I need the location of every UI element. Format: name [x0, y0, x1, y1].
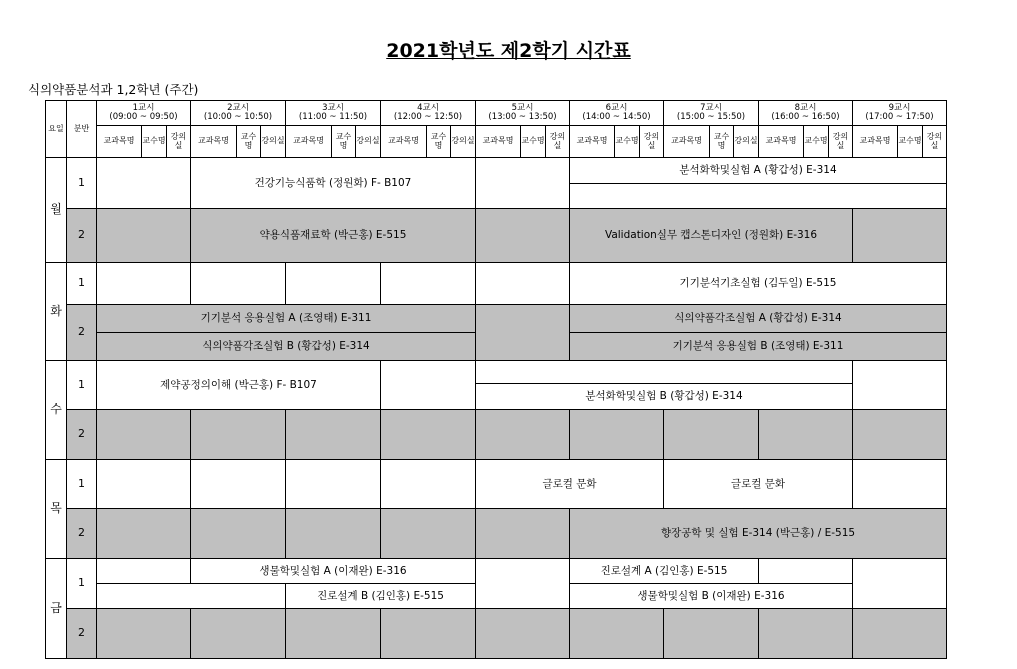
day-label: 화 — [45, 262, 67, 361]
empty-cell — [663, 409, 759, 460]
header-sub-professor: 교수명 — [897, 125, 923, 158]
period-time: (12:00 ~ 12:50) — [393, 112, 463, 122]
period-name: 8교시 — [794, 102, 817, 113]
course-block: 기기분석 응용실험 A (조영태) E-311 — [96, 304, 476, 333]
header-period — [569, 100, 664, 126]
empty-cell — [380, 459, 476, 509]
header-sub-professor: 교수명 — [331, 125, 356, 158]
class-number: 1 — [66, 157, 97, 209]
header-sub-course: 교과목명 — [96, 125, 142, 158]
header-sub-room: 강의실 — [545, 125, 570, 158]
empty-cell — [663, 608, 759, 659]
empty-cell — [475, 508, 570, 559]
class-number: 2 — [66, 304, 97, 361]
header-sub-course: 교과목명 — [475, 125, 521, 158]
header-sub-room: 강의실 — [828, 125, 853, 158]
course-block: 생물학및실험 B (이재완) E-316 — [569, 583, 853, 609]
header-sub-professor: 교수명 — [803, 125, 829, 158]
day-label: 월 — [45, 157, 67, 263]
period-time: (16:00 ~ 16:50) — [771, 112, 840, 122]
header-sub-course: 교과목명 — [758, 125, 804, 158]
header-class: 분반 — [66, 100, 97, 158]
course-block: 제약공정의이해 (박근홍) F- B107 — [96, 360, 381, 410]
header-period — [285, 100, 381, 126]
empty-cell — [190, 262, 286, 305]
empty-cell — [285, 608, 381, 659]
class-number: 1 — [66, 360, 97, 410]
empty-cell — [758, 558, 853, 584]
header-period — [663, 100, 759, 126]
period-time: (14:00 ~ 14:50) — [582, 112, 651, 122]
header-sub-professor: 교수명 — [614, 125, 640, 158]
empty-cell — [475, 262, 570, 305]
empty-cell — [569, 409, 664, 460]
department-subtitle: 식의약품분석과 1,2학년 (주간) — [28, 82, 199, 97]
empty-cell — [96, 583, 286, 609]
empty-cell — [475, 608, 570, 659]
course-block: 기기분석 응용실험 B (조영태) E-311 — [569, 332, 947, 361]
header-sub-room: 강의실 — [922, 125, 947, 158]
empty-cell — [852, 208, 947, 263]
course-block: Validation실무 캡스톤디자인 (정원화) E-316 — [569, 208, 853, 263]
page-title: 2021학년도 제2학기 시간표 — [386, 40, 631, 62]
course-block: 분석화학및실험 A (황갑성) E-314 — [569, 157, 947, 184]
course-block: 건강기능식품학 (정원화) F- B107 — [190, 157, 476, 209]
empty-cell — [96, 157, 191, 209]
day-label: 금 — [45, 558, 67, 659]
header-period — [852, 100, 947, 126]
header-sub-room: 강의실 — [355, 125, 381, 158]
header-period — [758, 100, 853, 126]
period-name: 3교시 — [322, 102, 344, 113]
period-name: 4교시 — [417, 102, 439, 113]
empty-cell — [475, 409, 570, 460]
class-number: 1 — [66, 262, 97, 305]
empty-cell — [852, 409, 947, 460]
header-period — [475, 100, 570, 126]
period-time: (17:00 ~ 17:50) — [865, 112, 934, 122]
period-name: 5교시 — [511, 102, 534, 113]
course-block: 향장공학 및 실험 E-314 (박근홍) / E-515 — [569, 508, 947, 559]
empty-cell — [96, 608, 191, 659]
course-block: 글로컬 문화 — [663, 459, 853, 509]
period-name: 2교시 — [227, 102, 249, 113]
course-block: 분석화학및실험 B (황갑성) E-314 — [475, 383, 853, 410]
period-name: 7교시 — [700, 102, 722, 113]
empty-cell — [380, 608, 476, 659]
empty-cell — [96, 409, 191, 460]
empty-cell — [852, 558, 947, 609]
empty-cell — [569, 608, 664, 659]
header-sub-professor: 교수명 — [709, 125, 734, 158]
header-sub-course: 교과목명 — [569, 125, 615, 158]
class-number: 2 — [66, 608, 97, 659]
class-number: 2 — [66, 508, 97, 559]
empty-cell — [569, 183, 947, 209]
header-period — [96, 100, 191, 126]
empty-cell — [380, 360, 476, 410]
empty-cell — [475, 157, 570, 209]
empty-cell — [190, 608, 286, 659]
header-sub-professor: 교수명 — [236, 125, 261, 158]
period-name: 9교시 — [888, 102, 911, 113]
empty-cell — [190, 459, 286, 509]
period-time: (15:00 ~ 15:50) — [676, 112, 746, 122]
empty-cell — [285, 262, 381, 305]
class-number: 1 — [66, 459, 97, 509]
course-block: 진로설계 A (김인홍) E-515 — [569, 558, 759, 584]
course-block: 기기분석기초실험 (김두일) E-515 — [569, 262, 947, 305]
empty-cell — [758, 409, 853, 460]
period-name: 6교시 — [605, 102, 628, 113]
empty-cell — [852, 360, 947, 410]
header-sub-course: 교과목명 — [190, 125, 237, 158]
header-sub-professor: 교수명 — [520, 125, 546, 158]
class-number: 1 — [66, 558, 97, 609]
day-label: 목 — [45, 459, 67, 559]
header-sub-room: 강의실 — [639, 125, 664, 158]
empty-cell — [96, 508, 191, 559]
course-block: 약용식품재료학 (박근홍) E-515 — [190, 208, 476, 263]
header-day: 요일 — [45, 100, 67, 158]
empty-cell — [380, 409, 476, 460]
empty-cell — [285, 459, 381, 509]
header-sub-room: 강의실 — [450, 125, 476, 158]
header-sub-room: 강의실 — [733, 125, 759, 158]
period-time: (10:00 ~ 10:50) — [203, 112, 273, 122]
empty-cell — [380, 508, 476, 559]
header-sub-room: 강의실 — [260, 125, 286, 158]
period-time: (11:00 ~ 11:50) — [298, 112, 368, 122]
period-time: (09:00 ~ 09:50) — [109, 112, 178, 122]
course-block: 식의약품각조실험 B (황갑성) E-314 — [96, 332, 476, 361]
class-number: 2 — [66, 208, 97, 263]
period-time: (13:00 ~ 13:50) — [488, 112, 557, 122]
empty-cell — [475, 304, 570, 361]
empty-cell — [96, 262, 191, 305]
empty-cell — [96, 558, 191, 584]
empty-cell — [475, 558, 570, 609]
period-name: 1교시 — [132, 102, 155, 113]
empty-cell — [190, 409, 286, 460]
empty-cell — [380, 262, 476, 305]
empty-cell — [285, 409, 381, 460]
empty-cell — [190, 508, 286, 559]
header-sub-professor: 교수명 — [426, 125, 451, 158]
empty-cell — [285, 508, 381, 559]
class-number: 2 — [66, 409, 97, 460]
course-block: 생물학및실험 A (이재완) E-316 — [190, 558, 476, 584]
empty-cell — [475, 360, 853, 384]
header-sub-course: 교과목명 — [852, 125, 898, 158]
empty-cell — [475, 208, 570, 263]
empty-cell — [96, 459, 191, 509]
empty-cell — [852, 608, 947, 659]
header-sub-course: 교과목명 — [380, 125, 427, 158]
course-block: 식의약품각조실험 A (황갑성) E-314 — [569, 304, 947, 333]
empty-cell — [758, 608, 853, 659]
header-sub-professor: 교수명 — [141, 125, 167, 158]
header-period — [190, 100, 286, 126]
header-sub-course: 교과목명 — [285, 125, 332, 158]
course-block: 진로설계 B (김인홍) E-515 — [285, 583, 476, 609]
header-sub-course: 교과목명 — [663, 125, 710, 158]
day-label: 수 — [45, 360, 67, 460]
empty-cell — [852, 459, 947, 509]
empty-cell — [96, 208, 191, 263]
header-sub-room: 강의실 — [166, 125, 191, 158]
course-block: 글로컬 문화 — [475, 459, 664, 509]
header-period — [380, 100, 476, 126]
